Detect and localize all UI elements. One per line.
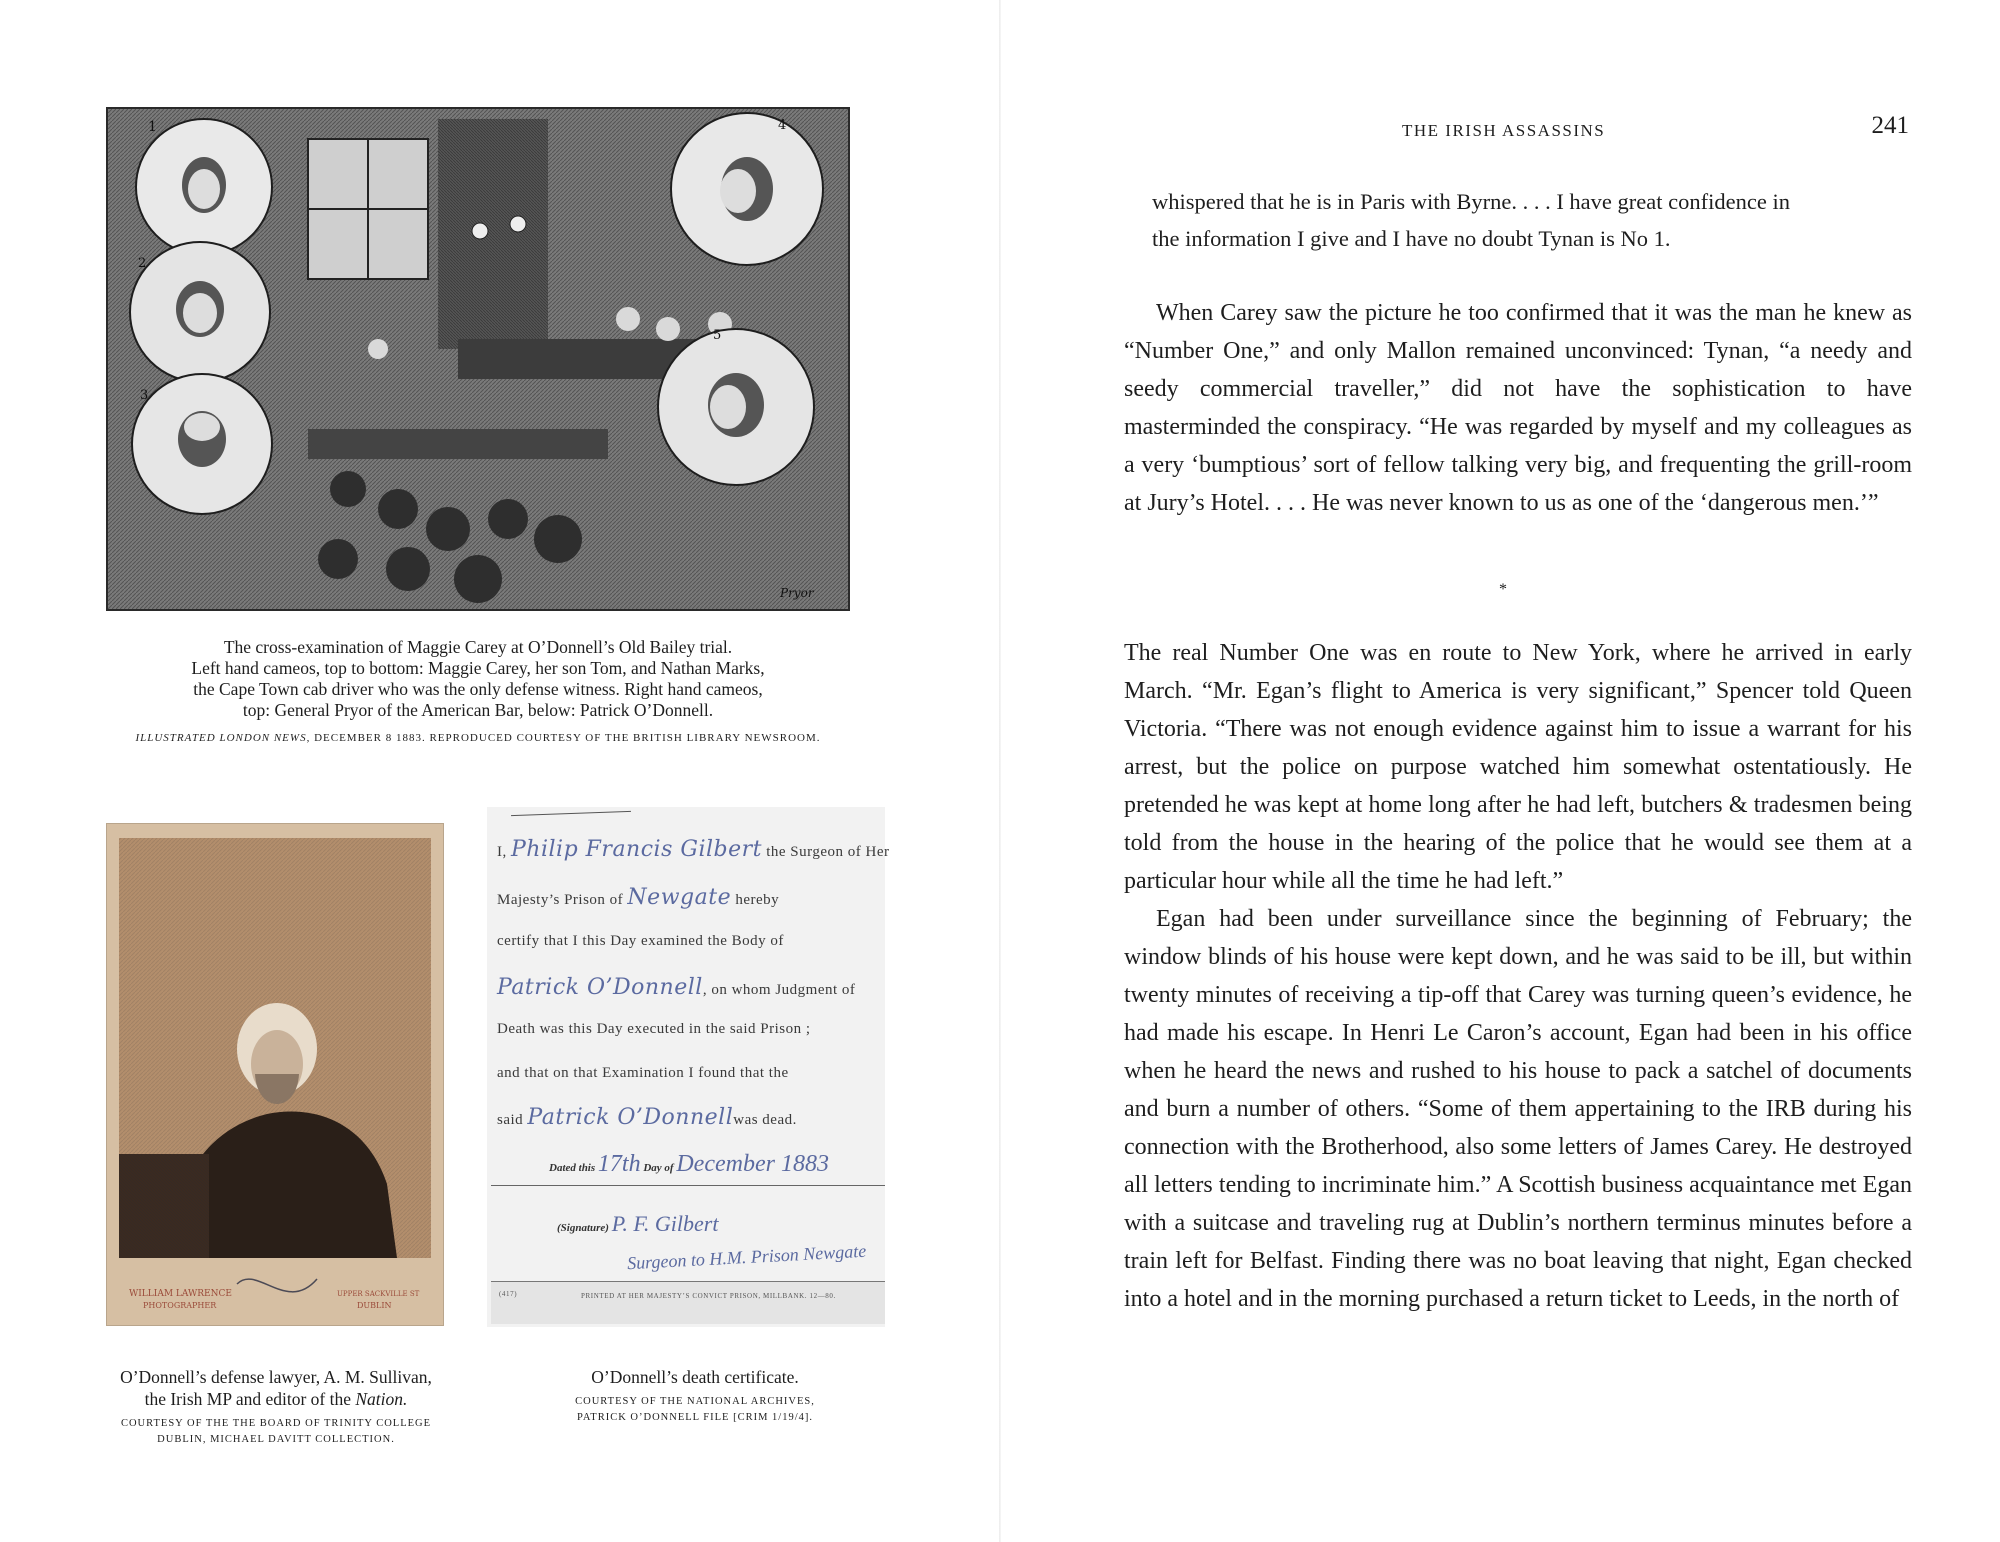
sullivan-photograph — [106, 823, 444, 1326]
cert-credit-line1: COURTESY OF THE NATIONAL ARCHIVES, — [575, 1396, 815, 1407]
engraver-signature: Pryor — [780, 586, 814, 600]
caption-line: Left hand cameos, top to bottom: Maggie Carey, her son Tom, and Nathan Marks, — [191, 658, 765, 678]
cert-text: Day of — [643, 1162, 674, 1174]
studio-title: PHOTOGRAPHER — [143, 1301, 217, 1310]
right-page — [1000, 0, 2000, 1542]
cert-text: , on whom Judgment of — [702, 982, 856, 998]
caption-line: The cross-examination of Maggie Carey at O’Donnell’s Old Bailey trial. — [223, 637, 733, 657]
certificate-caption — [520, 1366, 870, 1426]
studio-city: DUBLIN — [357, 1301, 392, 1310]
studio-address: UPPER SACKVILLE ST — [337, 1290, 420, 1298]
certificate-rule — [511, 811, 631, 816]
credit-publication: ILLUSTRATED LONDON NEWS, — [135, 732, 311, 744]
engraving-illustration — [108, 109, 848, 609]
photograph-image — [107, 824, 443, 1325]
cert-caption-text: O’Donnell’s death certificate. — [591, 1367, 799, 1387]
cert-handwriting: December 1883 — [676, 1151, 829, 1177]
studio-name: WILLIAM LAWRENCE — [129, 1289, 232, 1299]
paragraph: The real Number One was en route to New York, where he arrived in early March. “Mr. Egan’s flight to America is very significant,” Spencer told Queen Victoria. “There was not enough evidence against him to issue a warrant for his arrest, but the police on purpose watched him somewhat ostentatiously. He pretended he was kept at home long after he had left, butchers & tradesmen being told from the house in the hearing of the police that he would see them at a particular hour while all the time he had left.” — [1124, 640, 1912, 894]
cert-signature-title: Surgeon to H.M. Prison Newgate — [626, 1240, 867, 1274]
cert-handwriting: Patrick O’Donnell — [527, 1105, 734, 1130]
cert-text: was dead. — [733, 1112, 797, 1128]
cameo-number-1: 1 — [148, 119, 157, 135]
cert-footer-printed: PRINTED AT HER MAJESTY’S CONVICT PRISON, MILLBANK. 12—80. — [581, 1292, 836, 1300]
cert-text: hereby — [735, 892, 780, 908]
cert-handwriting: Philip Francis Gilbert — [511, 837, 762, 862]
cert-text: said — [497, 1112, 524, 1128]
caption-line: the Cape Town cab driver who was the only defense witness. Right hand cameos, — [193, 679, 763, 699]
cert-handwriting: P. F. Gilbert — [611, 1211, 719, 1236]
cert-text: the Surgeon of Her — [766, 844, 890, 860]
cert-text: I, — [497, 844, 507, 860]
death-certificate — [487, 807, 890, 1327]
cert-line — [497, 837, 890, 862]
cert-text: Majesty’s Prison of — [497, 892, 624, 908]
cert-text: (Signature) — [557, 1222, 609, 1234]
cert-text: Dated this — [549, 1162, 596, 1174]
section-break-ornament: * — [1499, 581, 1507, 598]
cert-line — [497, 885, 877, 910]
cert-signature — [557, 1211, 718, 1237]
cert-line — [497, 1105, 877, 1130]
cert-dated — [549, 1151, 829, 1178]
paragraph: When Carey saw the picture he too confirmed that it was the man he knew as “Number One,” and only Mallon remained unconvinced: Tynan, “a needy and seedy commercial traveller,” did not have the sophistication to have masterminded the conspiracy. “He was regarded by myself and my colleagues as a very ‘bumptious’ sort of fellow talking very big, and frequenting the grill-room at Jury’s Hotel. . . . He was never known to us as one of the ‘dangerous men.’” — [1124, 300, 1912, 516]
cert-line: Death was this Day executed in the said Prison ; — [497, 1021, 811, 1037]
cert-line — [497, 975, 877, 1000]
quote-line: the information I give and I have no doubt Tynan is No 1. — [1152, 226, 1671, 251]
cert-line: and that on that Examination I found that the — [497, 1065, 789, 1081]
cert-credit-line2: PATRICK O’DONNELL FILE [CRIM 1/19/4]. — [576, 1412, 813, 1423]
quote-line: whispered that he is in Paris with Byrne. . . . I have great confidence in — [1152, 189, 1790, 214]
photo-caption — [88, 1366, 464, 1448]
body-section-1 — [1124, 294, 1912, 522]
engraving-caption — [96, 637, 860, 749]
cert-handwriting: 17th — [597, 1151, 641, 1177]
photo-caption-line2 — [88, 1388, 464, 1410]
caption-line: top: General Pryor of the American Bar, below: Patrick O’Donnell. — [242, 700, 714, 720]
cert-handwriting: Newgate — [627, 885, 732, 910]
cert-footer — [491, 1281, 885, 1324]
cert-handwriting: Patrick O’Donnell — [497, 975, 703, 1000]
cert-footer-code: (417) — [499, 1290, 518, 1298]
photo-credit-line1: COURTESY OF THE THE BOARD OF TRINITY COLLEGE — [120, 1418, 432, 1429]
paragraph: Egan had been under surveillance since the beginning of February; the window blinds of his house were kept down, and he was said to be ill, but within twenty minutes of receiving a tip-off that Carey was turning queen’s evidence, he had made his escape. In Henri Le Caron’s account, Egan had been in his office when he heard the news and rushed to his house to pack a satchel of documents and burn a number of others. “Some of them appertaining to the IRB during his connection with the Brotherhood, also some letters of James Carey. He destroyed all letters tending to incriminate him.” A Scottish business acquaintance met Egan with a suitcase and traveling rug at Dublin’s northern terminus minutes before a train left for Belfast. Finding there was no boat leaving that night, Egan checked into a hotel and in the morning purchased a return ticket to Leeds, in the north of — [1124, 906, 1912, 1312]
page-number: 241 — [1871, 112, 1909, 139]
cameo-number-5: 5 — [713, 328, 722, 343]
cameo-number-4: 4 — [778, 118, 787, 133]
block-quote — [1152, 183, 1890, 257]
running-head: THE IRISH ASSASSINS — [1402, 121, 1606, 140]
photo-caption-italic: Nation. — [355, 1389, 408, 1409]
cert-line: certify that I this Day examined the Body of — [497, 933, 784, 949]
credit-text: DECEMBER 8 1883. REPRODUCED COURTESY OF THE BRITISH LIBRARY NEWSROOM. — [310, 732, 821, 744]
cameo-number-3: 3 — [140, 388, 149, 403]
cameo-number-2: 2 — [138, 256, 147, 271]
photo-caption-text: the Irish MP and editor of the — [144, 1389, 356, 1409]
courtroom-engraving — [106, 107, 850, 611]
photo-caption-line1: O’Donnell’s defense lawyer, A. M. Sullivan, — [120, 1367, 432, 1387]
photo-credit-line2: DUBLIN, MICHAEL DAVITT COLLECTION. — [157, 1434, 395, 1445]
engraving-credit — [96, 728, 860, 749]
body-section-2 — [1124, 634, 1912, 1318]
